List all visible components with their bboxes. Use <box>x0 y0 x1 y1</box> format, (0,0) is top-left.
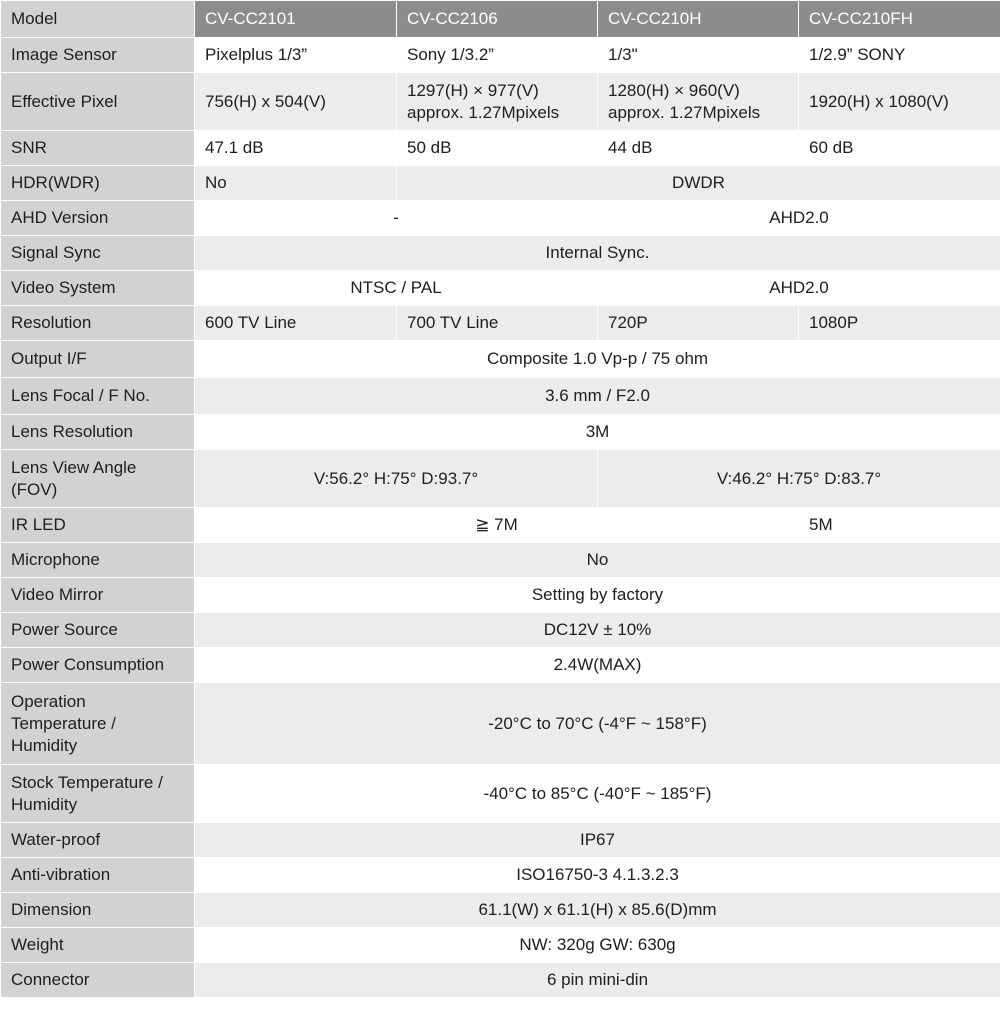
spec-label-cell <box>1 236 195 271</box>
spec-row <box>1 893 1000 928</box>
spec-value-text: IP67 <box>580 830 615 849</box>
spec-value-text: 50 dB <box>407 138 452 157</box>
spec-value-text: 1080P <box>809 313 859 332</box>
spec-label-text: Lens Resolution <box>11 422 133 441</box>
spec-row <box>1 963 1000 998</box>
spec-value-text: V:56.2° H:75° D:93.7° <box>313 468 479 488</box>
spec-value-cell <box>195 823 1000 858</box>
spec-label-cell <box>1 166 195 201</box>
spec-value-cell <box>799 131 1000 166</box>
spec-row <box>1 578 1000 613</box>
spec-value-text: 2.4W(MAX) <box>553 655 642 674</box>
spec-value-text: No <box>586 550 609 569</box>
model-header-cell: CV-CC2106 <box>397 1 598 38</box>
spec-row <box>1 341 1000 378</box>
spec-value-cell <box>195 166 397 201</box>
spec-value-text: NTSC / PAL <box>350 278 442 297</box>
spec-value-cell <box>195 38 397 73</box>
spec-value-text: Setting by factory <box>531 585 664 604</box>
spec-label-text: Humidity <box>11 735 78 755</box>
spec-label-text: Stock Temperature / <box>11 772 163 792</box>
spec-value-cell <box>397 166 1000 201</box>
spec-value-cell <box>195 378 1000 415</box>
spec-value-cell <box>195 648 1000 683</box>
spec-label-text: Microphone <box>11 550 100 569</box>
spec-label-cell <box>1 893 195 928</box>
spec-label-text: Signal Sync <box>11 243 101 262</box>
spec-label-text: Power Consumption <box>11 655 165 674</box>
spec-value-text: 3.6 mm / F2.0 <box>545 386 650 405</box>
spec-label-text: Weight <box>11 935 64 954</box>
spec-label-text: Image Sensor <box>11 45 117 64</box>
spec-row <box>1 236 1000 271</box>
spec-value-text: - <box>393 208 399 227</box>
spec-value-cell <box>195 450 598 508</box>
spec-value-cell <box>195 201 598 236</box>
spec-label-cell <box>1 131 195 166</box>
spec-value-text: 756(H) x 504(V) <box>205 91 326 111</box>
spec-value-cell <box>195 236 1000 271</box>
spec-value-cell <box>195 341 1000 378</box>
spec-row <box>1 271 1000 306</box>
spec-value-text: DC12V ± 10% <box>543 620 652 639</box>
spec-value-text: -40°C to 85°C (-40°F ~ 185°F) <box>483 783 712 803</box>
spec-row <box>1 201 1000 236</box>
spec-label-text: Resolution <box>11 313 92 332</box>
spec-label-cell <box>1 415 195 450</box>
spec-label-cell <box>1 648 195 683</box>
spec-value-text: AHD2.0 <box>769 278 829 297</box>
header-row <box>1 1 1000 38</box>
spec-table-body <box>1 38 1000 998</box>
spec-value-text: ISO16750-3 4.1.3.2.3 <box>516 865 679 884</box>
spec-value-text: -20°C to 70°C (-4°F ~ 158°F) <box>488 713 707 733</box>
spec-value-cell <box>598 38 799 73</box>
spec-row <box>1 823 1000 858</box>
model-header-cell: CV-CC2101 <box>195 1 397 38</box>
spec-value-text: 1/2.9” SONY <box>809 45 906 64</box>
spec-value-cell <box>598 201 1000 236</box>
spec-value-cell <box>195 613 1000 648</box>
spec-value-text: 700 TV Line <box>407 313 499 332</box>
spec-label-text: Output I/F <box>11 349 87 368</box>
spec-value-cell <box>195 963 1000 998</box>
spec-row <box>1 73 1000 131</box>
spec-label-cell <box>1 683 195 765</box>
model-header-cell: CV-CC210FH <box>799 1 1000 38</box>
spec-value-cell <box>799 38 1000 73</box>
spec-value-text: 44 dB <box>608 138 653 157</box>
spec-label-text: HDR(WDR) <box>11 173 100 192</box>
spec-label-cell <box>1 578 195 613</box>
spec-value-text: Internal Sync. <box>545 243 650 262</box>
spec-label-text: Video Mirror <box>11 585 104 604</box>
spec-value-cell <box>195 683 1000 765</box>
spec-label-cell <box>1 543 195 578</box>
spec-value-cell <box>195 543 1000 578</box>
spec-label-text: AHD Version <box>11 208 109 227</box>
spec-value-text: Sony 1/3.2” <box>407 45 494 64</box>
spec-label-text: Lens Focal / F No. <box>11 386 150 405</box>
spec-value-cell <box>598 73 799 131</box>
spec-value-cell <box>598 271 1000 306</box>
spec-value-text: 6 pin mini-din <box>546 970 649 989</box>
spec-label-text: Humidity <box>11 794 78 814</box>
spec-row <box>1 166 1000 201</box>
spec-label-cell <box>1 823 195 858</box>
spec-value-cell <box>195 415 1000 450</box>
spec-value-text: approx. 1.27Mpixels <box>407 102 560 122</box>
spec-value-text: Composite 1.0 Vp-p / 75 ohm <box>486 349 709 368</box>
spec-value-text: 1297(H) × 977(V) <box>407 80 539 100</box>
spec-row <box>1 858 1000 893</box>
spec-label-text: Power Source <box>11 620 118 639</box>
spec-value-cell <box>397 38 598 73</box>
spec-label-text: SNR <box>11 138 47 157</box>
spec-value-text: 720P <box>608 313 648 332</box>
spec-label-cell <box>1 765 195 823</box>
spec-value-cell <box>195 306 397 341</box>
spec-label-cell <box>1 508 195 543</box>
spec-value-text: approx. 1.27Mpixels <box>608 102 761 122</box>
spec-label-text: (FOV) <box>11 479 58 499</box>
spec-label-cell <box>1 73 195 131</box>
spec-value-text: 60 dB <box>809 138 854 157</box>
spec-label-text: Anti-vibration <box>11 865 111 884</box>
spec-value-text: NW: 320g GW: 630g <box>519 935 676 954</box>
spec-row <box>1 648 1000 683</box>
spec-value-text: 1920(H) x 1080(V) <box>809 91 949 111</box>
spec-value-text: 61.1(W) x 61.1(H) x 85.6(D)mm <box>478 900 717 919</box>
spec-label-cell <box>1 378 195 415</box>
spec-row <box>1 543 1000 578</box>
spec-row <box>1 306 1000 341</box>
spec-row <box>1 378 1000 415</box>
spec-value-cell <box>799 508 1000 543</box>
spec-value-text: DWDR <box>672 173 725 192</box>
spec-value-text: ≧ 7M <box>475 515 518 534</box>
spec-label-text: Connector <box>11 970 90 989</box>
spec-row <box>1 683 1000 765</box>
header-label-cell: Model <box>1 1 195 38</box>
spec-label-cell <box>1 201 195 236</box>
spec-label-text: Water-proof <box>11 830 101 849</box>
spec-value-cell <box>799 73 1000 131</box>
spec-value-text: V:46.2° H:75° D:83.7° <box>716 468 882 488</box>
spec-label-text: Temperature / <box>11 713 116 733</box>
spec-row <box>1 928 1000 963</box>
spec-value-text: 1/3" <box>608 45 638 64</box>
spec-value-cell <box>195 765 1000 823</box>
spec-value-cell <box>598 131 799 166</box>
spec-value-cell <box>195 508 799 543</box>
model-header-cell: CV-CC210H <box>598 1 799 38</box>
spec-row <box>1 508 1000 543</box>
spec-label-cell <box>1 928 195 963</box>
spec-value-text: 600 TV Line <box>205 313 297 332</box>
spec-label-cell <box>1 341 195 378</box>
spec-row <box>1 613 1000 648</box>
spec-row <box>1 450 1000 508</box>
spec-row <box>1 38 1000 73</box>
spec-value-cell <box>397 306 598 341</box>
spec-value-cell <box>195 73 397 131</box>
spec-label-cell <box>1 38 195 73</box>
spec-label-cell <box>1 450 195 508</box>
spec-value-cell <box>195 271 598 306</box>
spec-value-cell <box>195 858 1000 893</box>
spec-value-cell <box>397 131 598 166</box>
spec-label-text: IR LED <box>11 515 66 534</box>
spec-value-text: No <box>205 173 227 192</box>
spec-value-cell <box>799 306 1000 341</box>
spec-value-cell <box>195 131 397 166</box>
spec-label-cell <box>1 858 195 893</box>
spec-value-cell <box>598 306 799 341</box>
spec-value-text: 1280(H) × 960(V) <box>608 80 740 100</box>
spec-value-cell <box>598 450 1000 508</box>
spec-row <box>1 131 1000 166</box>
spec-label-text: Effective Pixel <box>11 91 118 111</box>
spec-label-cell <box>1 271 195 306</box>
spec-label-text: Video System <box>11 278 116 297</box>
spec-label-text: Lens View Angle <box>11 457 137 477</box>
spec-value-cell <box>397 73 598 131</box>
spec-row <box>1 415 1000 450</box>
spec-value-cell <box>195 578 1000 613</box>
spec-label-cell <box>1 963 195 998</box>
spec-row <box>1 765 1000 823</box>
spec-value-text: 47.1 dB <box>205 138 264 157</box>
spec-value-text: AHD2.0 <box>769 208 829 227</box>
spec-value-cell <box>195 928 1000 963</box>
spec-label-text: Dimension <box>11 900 92 919</box>
spec-label-cell <box>1 306 195 341</box>
spec-label-cell <box>1 613 195 648</box>
spec-value-text: 3M <box>585 422 610 441</box>
spec-value-text: 5M <box>809 515 833 534</box>
spec-label-text: Operation <box>11 691 86 711</box>
spec-value-text: Pixelplus 1/3” <box>205 45 308 64</box>
spec-value-cell <box>195 893 1000 928</box>
